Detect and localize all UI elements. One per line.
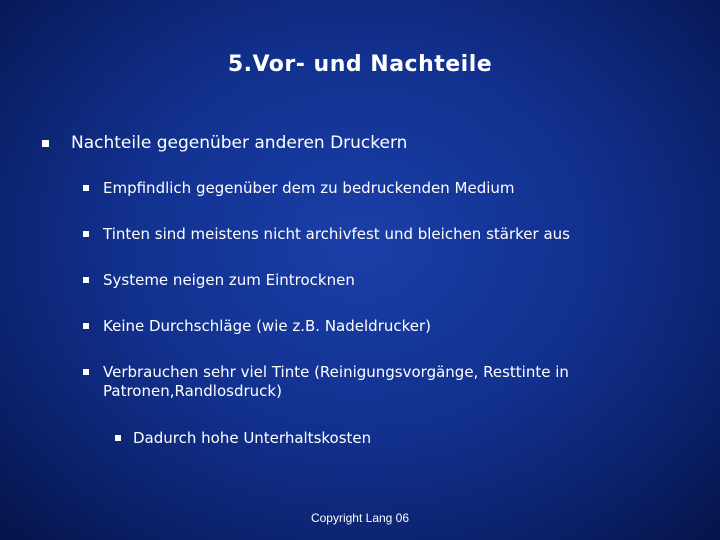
square-bullet-icon [83,323,89,329]
sub-sub-bullet-item [115,429,371,448]
sub-bullet-item [83,225,570,244]
square-bullet-icon [42,140,49,147]
square-bullet-icon [83,231,89,237]
square-bullet-icon [115,435,121,441]
footer-copyright: Copyright Lang 06 [310,511,410,525]
sub-bullet-item [83,317,431,336]
sub-bullet-text: Systeme neigen zum Eintrocknen [103,271,355,289]
bullet-item-main [42,133,407,153]
sub-bullet-item [83,363,623,401]
sub-bullet-text: Empfindlich gegenüber dem zu bedruckenden Medium [103,179,515,197]
slide-title: 5.Vor- und Nachteile [227,52,493,77]
sub-bullet-text: Keine Durchschläge (wie z.B. Nadeldrucker) [103,317,432,335]
square-bullet-icon [83,185,89,191]
bullet-text: Nachteile gegenüber anderen Druckern [71,133,408,153]
sub-bullet-item [83,271,355,290]
square-bullet-icon [83,277,89,283]
sub-sub-bullet-text: Dadurch hohe Unterhaltskosten [133,429,372,447]
square-bullet-icon [83,369,89,375]
sub-bullet-item [83,179,515,198]
sub-bullet-text: Tinten sind meistens nicht archivfest und bleichen stärker aus [103,225,570,243]
sub-bullet-text: Verbrauchen sehr viel Tinte (Reinigungsvorgänge, Resttinte in Patronen,Randlosdruck) [103,363,569,400]
